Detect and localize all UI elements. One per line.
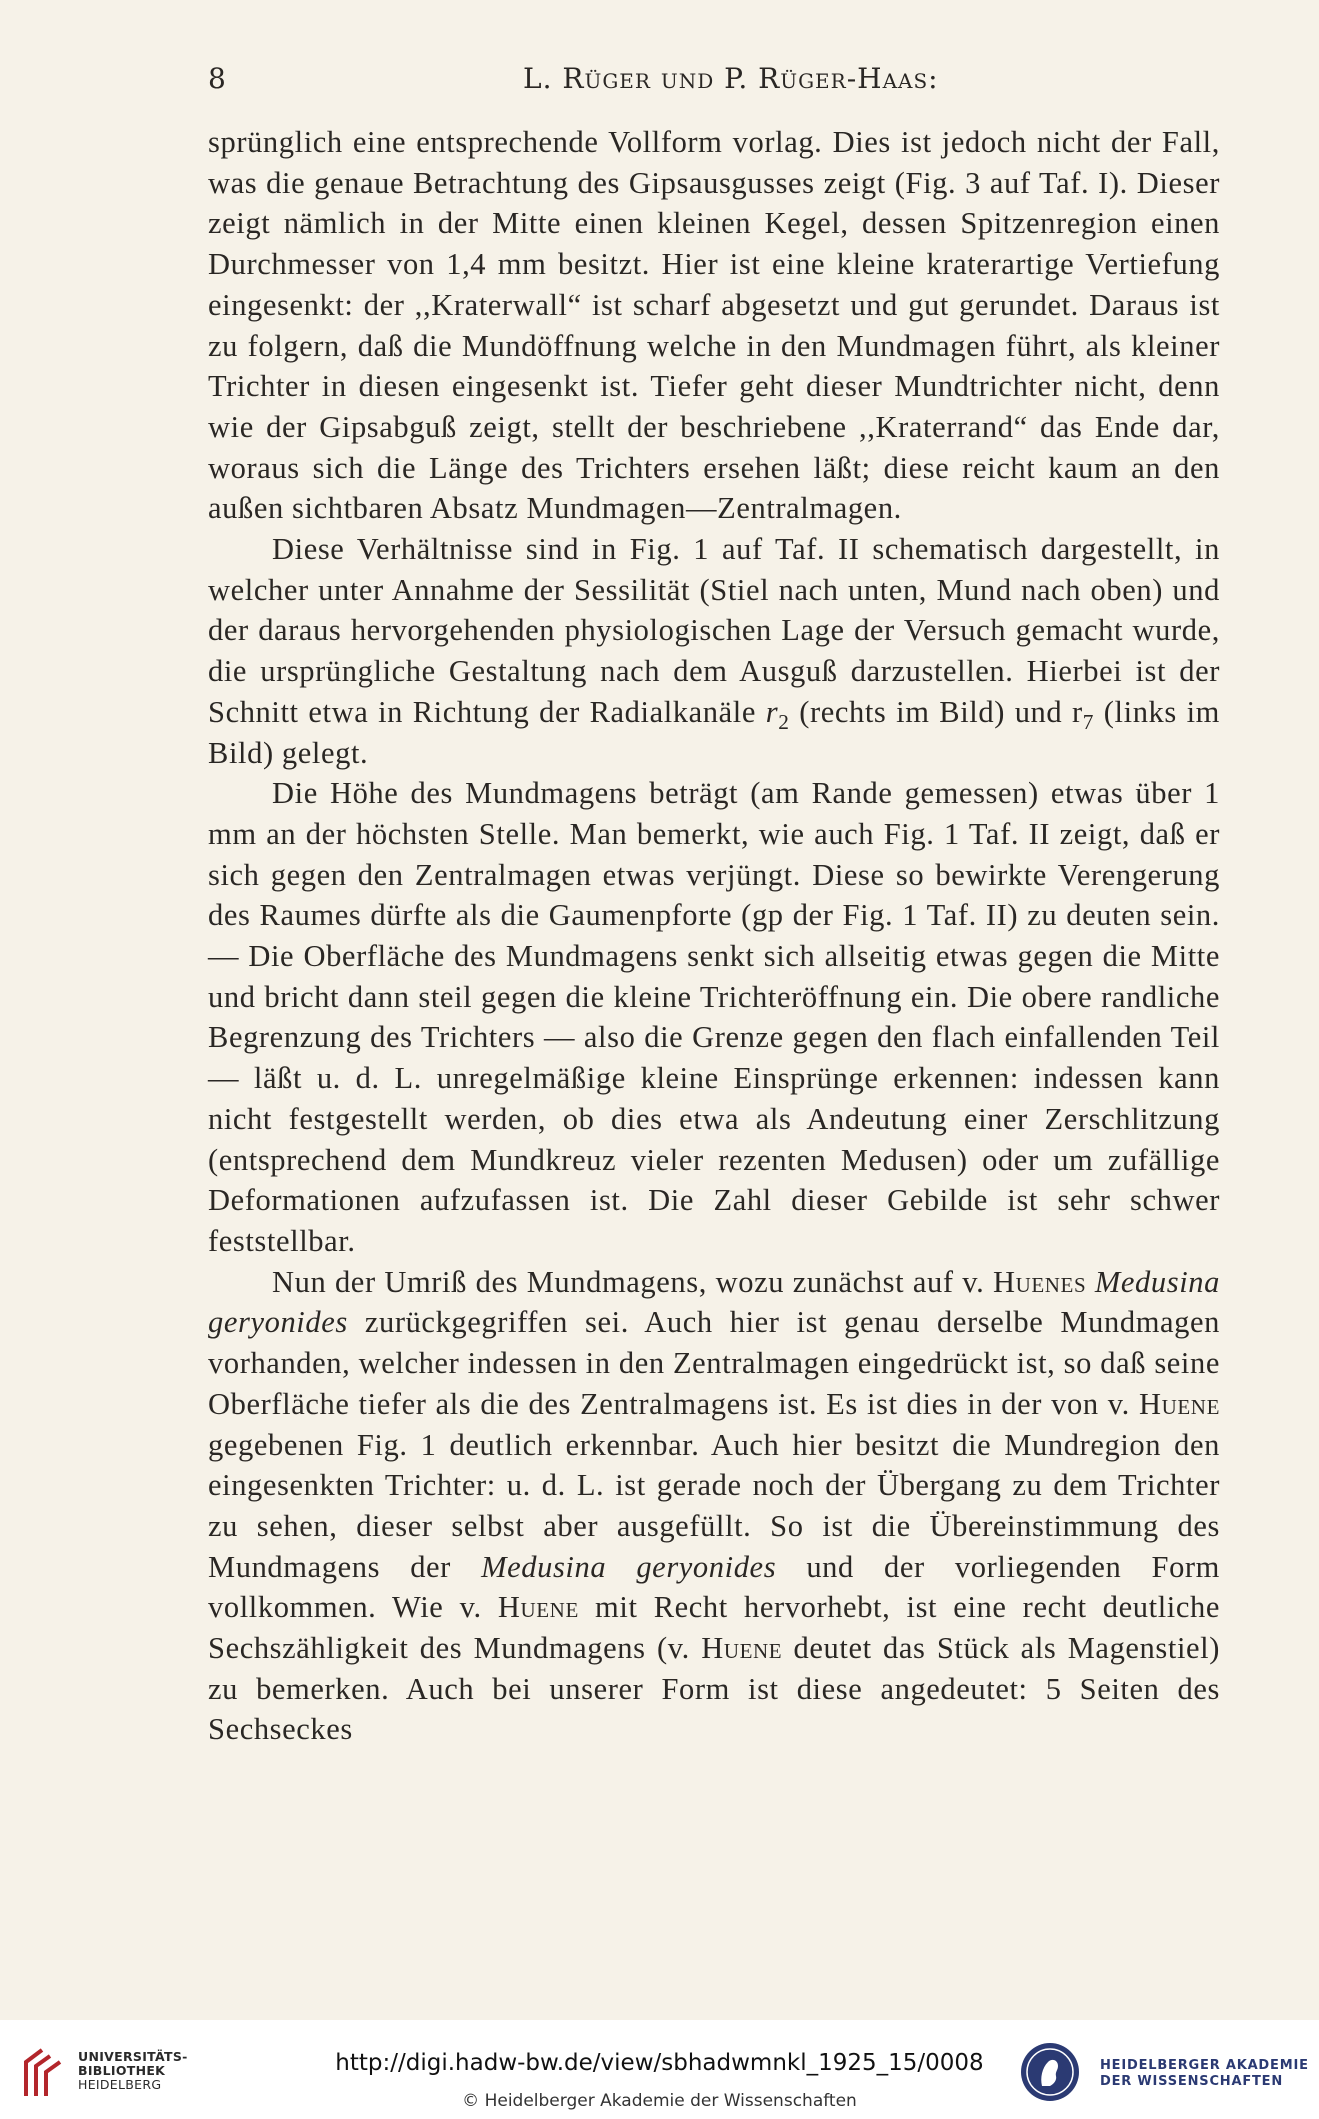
- text-run: zurückgegriffen sei. Auch hier ist genau derselbe Mundmagen vorhanden, welcher indessen in den Zentralmagen eingedrückt ist, so daß seine Oberfläche tiefer als die des Zentralmagens ist. Es ist dies in der von v.: [208, 1305, 1220, 1421]
- academy-seal-icon: [1018, 2040, 1082, 2104]
- paragraph: [208, 1262, 1220, 1750]
- library-name-line2: BIBLIOTHEK: [78, 2063, 166, 2078]
- copyright-notice: © Heidelberger Akademie der Wissenschaften: [462, 2091, 857, 2111]
- text-run: Diese Verhältnisse sind in Fig. 1 auf Taf. II schematisch dargestellt, in welcher unter Annahme der Sessilität (Stiel nach unten, Mund nach oben) und der daraus hervorgehenden physiologischen Lage der Versuch gemacht wurde, die ursprüngliche Gestaltung nach dem Ausguß darzustellen. Hierbei ist der Schnitt etwa in Richtung der Radialkanäle: [208, 532, 1220, 729]
- academy-name-line2: DER WISSENSCHAFTEN: [1100, 2074, 1284, 2089]
- footer-bar: [0, 2020, 1319, 2119]
- permalink-url[interactable]: http://digi.hadw-bw.de/view/sbhadwmnkl_1925_15/0008: [335, 2050, 984, 2076]
- text-run: Medusina geryonides: [208, 1264, 1220, 1340]
- text-run: Huene: [497, 1590, 579, 1625]
- academy-name-line1: HEIDELBERGER AKADEMIE: [1100, 2058, 1309, 2073]
- library-name-line1: UNIVERSITÄTS-: [78, 2049, 188, 2064]
- text-run: sprünglich eine entsprechende Vollform vorlag. Dies ist jedoch nicht der Fall, was die genaue Betrachtung des Gipsausgusses zeigt (Fig. 3 auf Taf. I). Dieser zeigt nämlich in der Mitte einen kleinen Kegel, dessen Spitzenregion einen Durchmesser von 1,4 mm besitzt. Hier ist eine kleine kraterartige Vertiefung eingesenkt: der ,,Kraterwall“ ist scharf abgesetzt und gut gerundet. Daraus ist zu folgern, daß die Mundöffnung welche in den Mundmagen führt, als kleiner Trichter in diesen eingesenkt ist. Tiefer geht dieser Mundtrichter nicht, denn wie der Gipsabguß zeigt, stellt der beschriebene ,,Kraterrand“ das Ende dar, woraus sich die Länge des Trichters ersehen läßt; diese reicht kaum an den außen sichtbaren Absatz Mundmagen—Zentralmagen.: [208, 125, 1220, 526]
- text-run: Huenes: [992, 1264, 1087, 1299]
- text-run: (rechts im Bild) und r: [789, 694, 1083, 729]
- text-run: Nun der Umriß des Mundmagens, wozu zunächst auf v.: [272, 1264, 993, 1299]
- library-name-line3: HEIDELBERG: [78, 2077, 162, 2092]
- running-head: L. Rüger und P. Rüger-Haas:: [523, 62, 939, 95]
- text-run: 7: [1082, 709, 1095, 734]
- paragraph: [208, 529, 1220, 773]
- text-run: [1086, 1265, 1095, 1299]
- page-header: [208, 62, 1220, 102]
- text-run: gegebenen Fig. 1 deutlich erkennbar. Auch hier besitzt die Mundregion den eingesenkten Trichter: u. d. L. ist gerade noch der Übergang zu dem Trichter zu sehen, dieser selbst aber ausgefüllt. So ist die Übereinstimmung des Mundmagens der: [208, 1427, 1220, 1584]
- paragraph: [208, 773, 1220, 1261]
- text-run: deutet das Stück als Magenstiel) zu bemerken. Auch bei unserer Form ist diese angedeutet: 5 Seiten des Sechseckes: [208, 1631, 1220, 1747]
- academy-name: [1100, 2058, 1309, 2090]
- text-run: (links im Bild) gelegt.: [208, 694, 1220, 770]
- paragraph: [208, 122, 1220, 529]
- text-run: r: [765, 694, 779, 729]
- body-text: [208, 122, 1220, 1750]
- text-run: Huene: [701, 1631, 783, 1666]
- text-run: mit Recht hervorhebt, ist eine recht deutliche Sechszähligkeit des Mundmagens (v.: [208, 1590, 1220, 1666]
- page-number: 8: [208, 62, 227, 95]
- text-run: 2: [778, 709, 790, 734]
- text-run: Die Höhe des Mundmagens beträgt (am Rande gemessen) etwas über 1 mm an der höchsten Stelle. Man bemerkt, wie auch Fig. 1 Taf. II zeigt, daß er sich gegen den Zentralmagen etwas verjüngt. Diese so bewirkte Verengerung des Raumes dürfte als die Gaumenpforte (gp der Fig. 1 Taf. II) zu deuten sein. — Die Oberfläche des Mundmagens senkt sich allseitig etwas gegen die Mitte und bricht dann steil gegen die kleine Trichteröffnung ein. Die obere randliche Begrenzung des Trichters — also die Grenze gegen den flach einfallenden Teil — läßt u. d. L. unregelmäßige kleine Einsprünge erkennen: indessen kann nicht festgestellt werden, ob dies etwa als Andeutung einer Zerschlitzung (entsprechend dem Mundkreuz vieler rezenten Medusen) oder um zufällige Deformationen aufzufassen ist. Die Zahl dieser Gebilde ist sehr schwer feststellbar.: [208, 776, 1220, 1258]
- text-run: und der vorliegenden Form vollkommen. Wie v.: [208, 1549, 1220, 1625]
- text-run: Huene: [1138, 1386, 1220, 1421]
- text-run: Medusina geryonides: [481, 1549, 777, 1584]
